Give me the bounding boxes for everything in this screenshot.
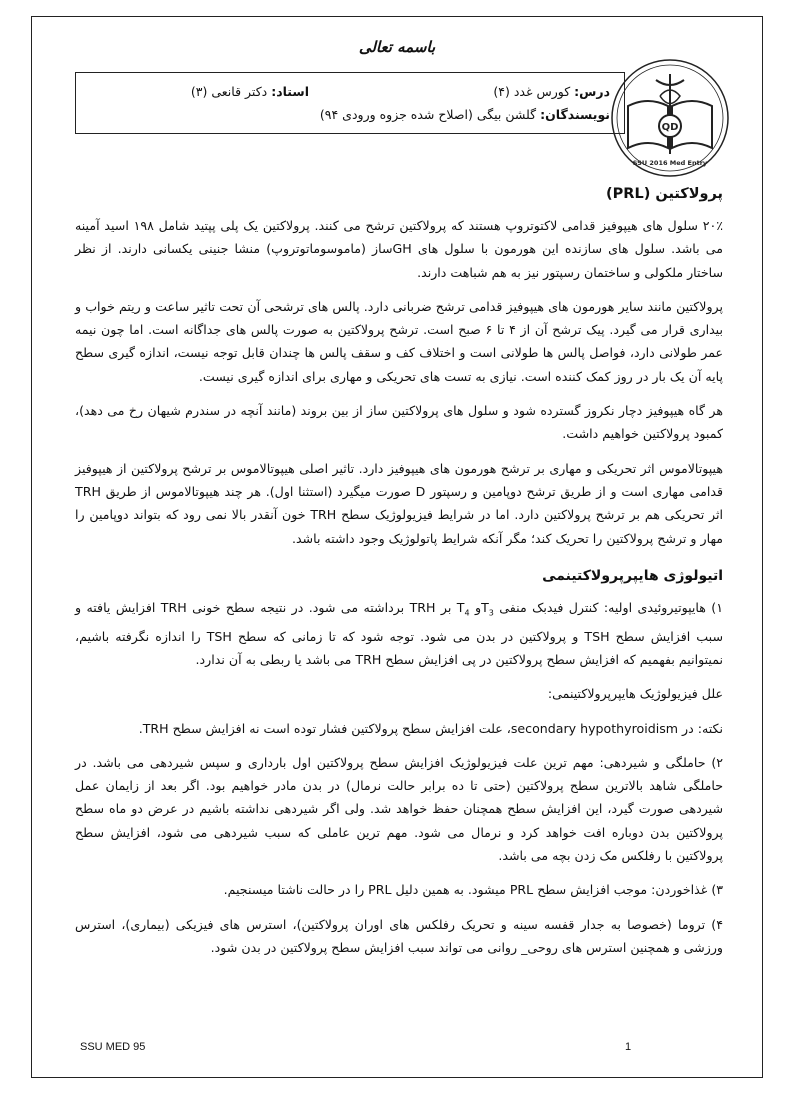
course-label: درس:	[574, 84, 610, 99]
paragraph: نکته: در secondary hypothyroidism، علت افزایش سطح پرولاکتین فشار توده است نه افزایش سطح TRH.	[138, 720, 723, 736]
subscript: 4	[464, 608, 470, 618]
paragraph: ۲۰٪ سلول های هیپوفیز قدامی لاکتوتروپ هستند که پرولاکتین ترشح می کنند. پرولاکتین یک پلی پپتید شامل ۱۹۸ اسید آمینه می باشد. سلول های سازنده این هورمون با سلول های GHساز (ماموسوماتوتروپ) منشا جنینی یکسانی دارند. از نظر ساختار ملکولی و ساختمان رسپتور نیز به هم شباهت دارند.	[75, 218, 723, 280]
course-value: کورس غدد (۴)	[493, 84, 575, 99]
footer-label: SSU MED 95	[80, 1041, 146, 1053]
section-title-etiology: اتیولوژی هایپرپرولاکتینمی	[542, 567, 723, 584]
subscript: 3	[488, 608, 494, 618]
text-fragment: بر TRH برداشته می شود. در نتیجه سطح خونی TRH افزایش یافته و سبب افزایش سطح TSH و پرولاکتین در بدن می شود. توجه شود که تا زمانی که سطح TSH را اندازه نگرفته باشیم، نمیتوانیم بفهمیم که افزایش سطح پرولاکتین در پی افزایش سطح TRH می باشد یا ربطی به آن ندارد.	[75, 599, 723, 667]
text-fragment: ۱) هایپوتیروئیدی اولیه: کنترل فیدبک منفی T	[481, 599, 723, 615]
teacher-label: استاد:	[271, 84, 309, 99]
course-info-box	[75, 72, 625, 134]
paragraph: علل فیزیولوژیک هایپرپرولاکتینمی:	[547, 686, 723, 702]
paragraph: ۲) حاملگی و شیردهی: مهم ترین علت فیزیولوژیک افزایش سطح پرولاکتین اول بارداری و سپس شیردهی می باشد. در حاملگی شاهد بالاترین سطح پرولاکتین (حتی تا ده برابر حالت نرمال) در بدن مادر خواهیم بود. اگر بعد از زایمان عمل شیردهی صورت گیرد، این افزایش سطح همچنان حفظ خواهد شد. ولی اگر شیردهی نداشته باشیم در عرض دو ماه سطح پرولاکتین بدن دوباره افت خواهد کرد و نرمال می شود. مهم ترین عاملی که سبب شیردهی می شود، افزایش سطح پرولاکتین با رفلکس مک زدن بچه می باشد.	[75, 754, 723, 864]
authors-value: گلشن بیگی (اصلاح شده جزوه ورودی ۹۴)	[319, 107, 541, 122]
ssu-logo	[608, 56, 732, 180]
page-number: 1	[625, 1041, 632, 1053]
svg-text:SSU 2016 Med Entry: SSU 2016 Med Entry	[632, 159, 708, 167]
course-row	[90, 82, 610, 102]
paragraph: ۳) غذاخوردن: موجب افزایش سطح PRL میشود. به همین دلیل PRL را در حالت ناشتا میسنجیم.	[223, 882, 723, 898]
document-body	[75, 182, 723, 970]
basmala: باسمه تعالی	[358, 38, 436, 56]
authors-row	[90, 105, 610, 125]
authors-label: نویسندگان:	[540, 107, 610, 122]
teacher-value: دکتر قانعی (۳)	[190, 84, 272, 99]
svg-text:QD: QD	[661, 122, 679, 133]
paragraph: پرولاکتین مانند سایر هورمون های هیپوفیز قدامی ترشح ضربانی دارد. پالس های ترشحی آن تحت تاثیر ساعت و ریتم خواب و بیداری قرار می گیرد. پیک ترشح آن از ۴ تا ۶ صبح است. ترشح پرولاکتین به صورت پالس های جداگانه است. اما چون نیمه عمر طولانی دارد، فواصل پالس ها طولانی است و اختلاف کف و سقف پالس ها چندان قابل توجه نیست، اندازه گیری سطح پایه آن یک بار در روز کمک کننده است. نیازی به تست های تحریکی و مهاری برای اندازه گیری نیست.	[75, 298, 723, 384]
section-title-prolactin: پرولاکتین (PRL)	[606, 186, 723, 202]
paragraph: هیپوتالاموس اثر تحریکی و مهاری بر ترشح هورمون های هیپوفیز دارد. تاثیر اصلی هیپوتالاموس بر ترشح پرولاکتین از هیپوفیز قدامی مهاری است و از طریق ترشح دوپامین و رسپتور D صورت میگیرد (استثنا اول). هر چند هیپوتالاموس از طریق TRH اثر تحریکی هم بر ترشح پرولاکتین دارد. اما در شرایط فیزیولوژیک سطح TRH خون آنقدر بالا نمی رود که بتواند دوپامین را مهار و ترشح پرولاکتین را تحریک کند؛ مگر آنکه شرایط پاتولوژیک وجود داشته باشد.	[75, 460, 723, 546]
paragraph: ۴) تروما (خصوصا به جدار قفسه سینه و تحریک رفلکس های اوران پرولاکتین)، استرس های فیزیکی (بیماری)، استرس ورزشی و همچنین استرس های روحی_ روانی می تواند سبب افزایش سطح پرولاکتین در بدن شود.	[75, 916, 723, 955]
paragraph: هر گاه هیپوفیز دچار نکروز گسترده شود و سلول های پرولاکتین ساز از بین بروند (مانند آنچه در سندرم شیهان رخ می دهد)، کمبود پرولاکتین خواهیم داشت.	[75, 403, 723, 442]
paragraph	[75, 596, 723, 671]
text-fragment: و T	[456, 599, 482, 615]
